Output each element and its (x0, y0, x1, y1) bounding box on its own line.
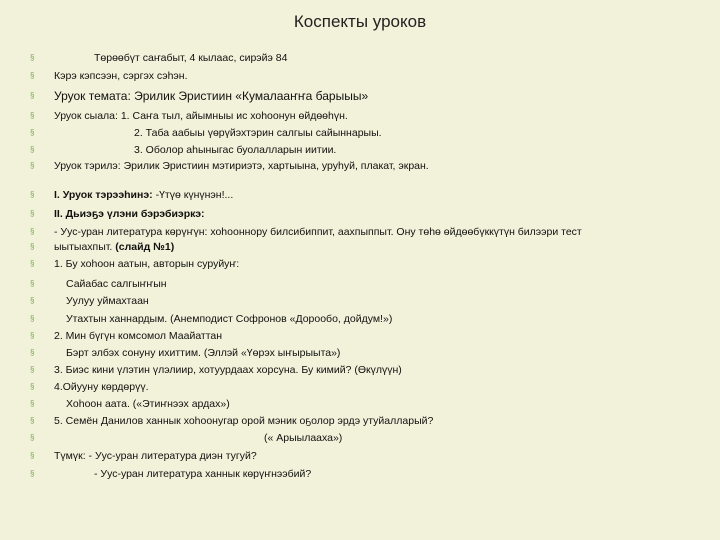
line-text: II. Дьиэҕэ үлэни бэрэбиэркэ: (54, 208, 205, 220)
line-text: 3. Оболор аһыныгас буолалларын иитии. (134, 144, 337, 156)
bullet-icon (30, 280, 38, 288)
bullet-icon (30, 366, 38, 374)
bullet-icon (30, 162, 38, 170)
line-text: Хоһоон аата. («Этиҥнээх ардах») (66, 398, 230, 410)
bullet-icon (30, 383, 38, 391)
bullet-icon (30, 297, 38, 305)
bullet-icon (30, 72, 38, 80)
bullet-icon (30, 452, 38, 460)
line-text: Уруок сыала: 1. Саҥа тыл, айымныы ис хоһоонун өйдөөһүн. (54, 110, 348, 122)
line-text: 3. Биэс кини үлэтин үлэлиир, хотуурдаах хорсуна. Бу кимий? (Өкүлүүн) (54, 364, 402, 376)
bullet-icon (30, 191, 38, 199)
bullet-icon (30, 260, 38, 268)
line-text: Уруок темата: Эрилик Эристиин «Кумалааҥҥа барыыы» (54, 89, 369, 103)
line-text: - Уус-уран литература көрүҥүн: хоһооннору билсибиппит, аахпыппыт. Ону төһө өйдөөбүккүтүн билээри тест (54, 226, 582, 238)
line-text: Уруок тэрилэ: Эрилик Эристиин мэтириэтэ, хартыына, уруһуй, плакат, экран. (54, 160, 429, 172)
bullet-icon (30, 92, 38, 100)
bullet-icon (30, 349, 38, 357)
line-text: 5. Семён Данилов ханнык хоһоонугар орой мэник оҕолор эрдэ утуйалларый? (54, 415, 434, 427)
bullet-icon (30, 400, 38, 408)
bullet-icon (30, 434, 38, 442)
line-text: - Уус-уран литература ханнык көрүҥнээбий? (94, 468, 312, 480)
bullet-icon (30, 417, 38, 425)
line-text: 2. Мин бүгүн комсомол Маайаттан (54, 330, 223, 342)
bullet-icon (30, 146, 38, 154)
line-text: 4.Ойууну көрдөрүү. (54, 381, 149, 393)
bullet-icon (30, 54, 38, 62)
line-text: Түмүк: - Уус-уран литература диэн тугуй? (54, 450, 257, 462)
bullet-icon (30, 112, 38, 120)
bullet-icon (30, 228, 38, 236)
line-text: I. Уруок тэрээһинэ: -Үтүө күнүнэн!... (54, 189, 234, 201)
bullet-icon (30, 332, 38, 340)
line-text: Төрөөбүт саҥабыт, 4 кылаас, сирэйэ 84 (94, 52, 288, 64)
bullet-icon (30, 315, 38, 323)
line-text: Сайабас салгыҥҥын (66, 278, 167, 290)
line-text: Кэрэ кэпсээн, сэргэх сэһэн. (54, 70, 188, 82)
line-text: 2. Таба аабыы үөрүйэхтэрин салгыы сайыннарыы. (134, 127, 382, 139)
line-text: (« Арыылааха») (264, 432, 343, 444)
page-title: Коспекты уроков (293, 12, 427, 31)
line-text: Утахтын ханнардым. (Анемподист Софронов «Дорообо, дойдум!») (66, 313, 393, 325)
line-text: 1. Бу хоһоон аатын, авторын суруйуҥ: (54, 258, 240, 270)
line-text: ыытыахпыт. (слайд №1) (54, 241, 175, 253)
line-text: Бэрт элбэх сонуну ихиттим. (Эллэй «Үөрэх ыҥырыыта») (66, 347, 341, 359)
line-text: Уулуу уймахтаан (66, 295, 149, 307)
bullet-icon (30, 210, 38, 218)
bullet-icon (30, 470, 38, 478)
bullet-icon (30, 129, 38, 137)
bullet-icon (30, 243, 38, 251)
